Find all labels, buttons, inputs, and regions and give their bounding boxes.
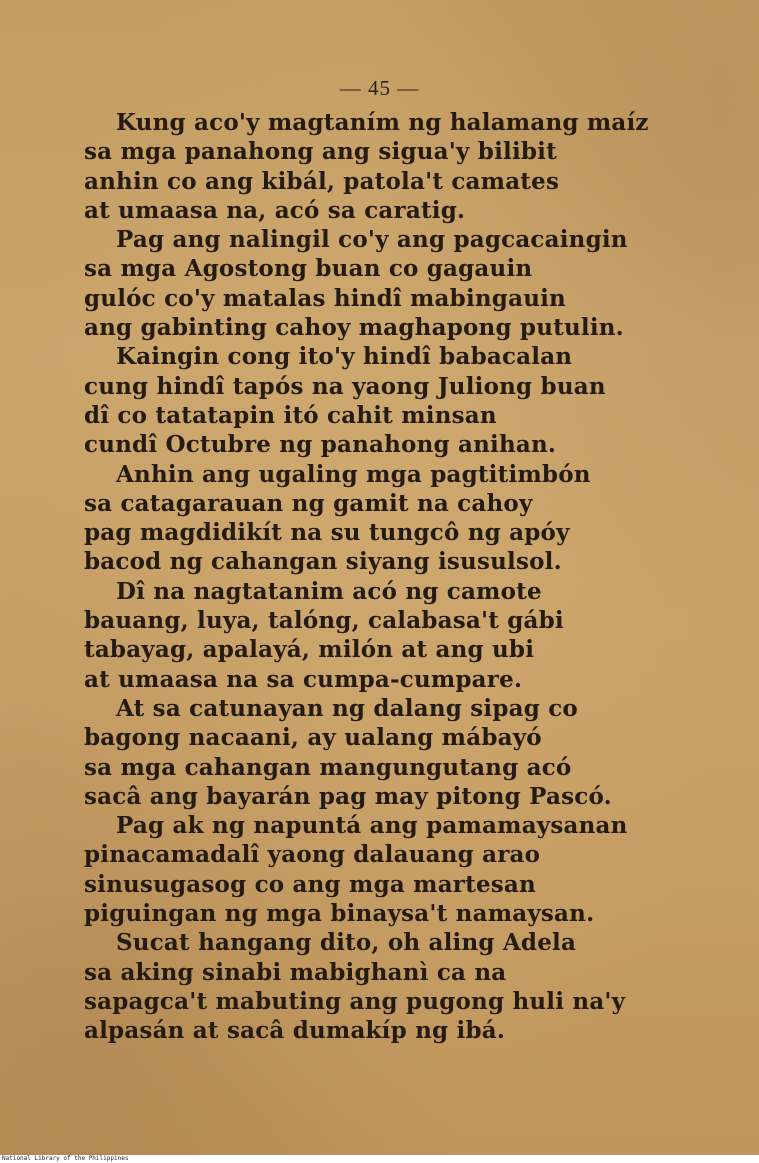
poem-line: at umaasa na, acó sa caratig. [84, 196, 466, 224]
page-number: — 45 — [339, 76, 420, 100]
poem-line: Dî na nagtatanim acó ng camote [116, 577, 542, 605]
poem-line: sa mga Agostong buan co gagauin [84, 255, 533, 283]
poem-line: bagong nacaani, ay ualang mábayó [84, 724, 542, 752]
poem-line: gulóc co'y matalas hindî mabingauin [84, 284, 566, 312]
poem-line: sapagca't mabuting ang pugong huli na'y [84, 987, 626, 1015]
poem-line: pag magdidikít na su tungcô ng apóy [84, 519, 570, 547]
poem-line: Pag ang nalingil co'y ang pagcacaingin [116, 226, 628, 254]
poem-line: At sa catunayan ng dalang sipag co [116, 694, 578, 722]
poem-line: bacod ng cahangan siyang isusulsol. [84, 548, 562, 576]
poem-line: Kaingin cong ito'y hindî babacalan [116, 343, 573, 371]
poem-line: ang gabinting cahoy maghapong putulin. [84, 314, 624, 342]
library-credit: National Library of the Philippines [0, 1155, 759, 1163]
poem-line: pinacamadalî yaong dalauang arao [84, 841, 541, 869]
poem-line: at umaasa na sa cumpa-cumpare. [84, 665, 523, 693]
poem-line: piguingan ng mga binaysa't namaysan. [84, 900, 595, 928]
poem-line: sa catagarauan ng gamit na cahoy [84, 489, 533, 517]
poem-line: cundî Octubre ng panahong anihan. [84, 431, 557, 459]
poem-line: bauang, luya, talóng, calabasa't gábi [84, 607, 564, 635]
poem-line: dî co tatatapin itó cahit minsan [84, 401, 497, 429]
poem-line: sa mga cahangan mangungutang acó [84, 753, 572, 781]
poem-line: tabayag, apalayá, milón at ang ubi [84, 636, 535, 664]
poem-line: Anhin ang ugaling mga pagtitimbón [116, 460, 591, 488]
poem-line: Sucat hangang dito, oh aling Adela [116, 929, 577, 957]
poem-line: sinusugasog co ang mga martesan [84, 870, 536, 898]
poem-line: cung hindî tapós na yaong Juliong buan [84, 372, 606, 400]
poem-line: Kung aco'y magtaním ng halamang maíz [116, 109, 649, 136]
poem-line: sacâ ang bayarán pag may pitong Pascó. [84, 782, 612, 810]
poem-line: anhin co ang kibál, patola't camates [84, 167, 560, 195]
poem-text [84, 108, 664, 1046]
poem-line: alpasán at sacâ dumakíp ng ibá. [84, 1017, 506, 1045]
poem-line: Pag ak ng napuntá ang pamamaysanan [116, 812, 628, 840]
poem-line: sa aking sinabi mabighanì ca na [84, 958, 507, 986]
poem-line: sa mga panahong ang sigua'y bilibit [84, 138, 557, 166]
